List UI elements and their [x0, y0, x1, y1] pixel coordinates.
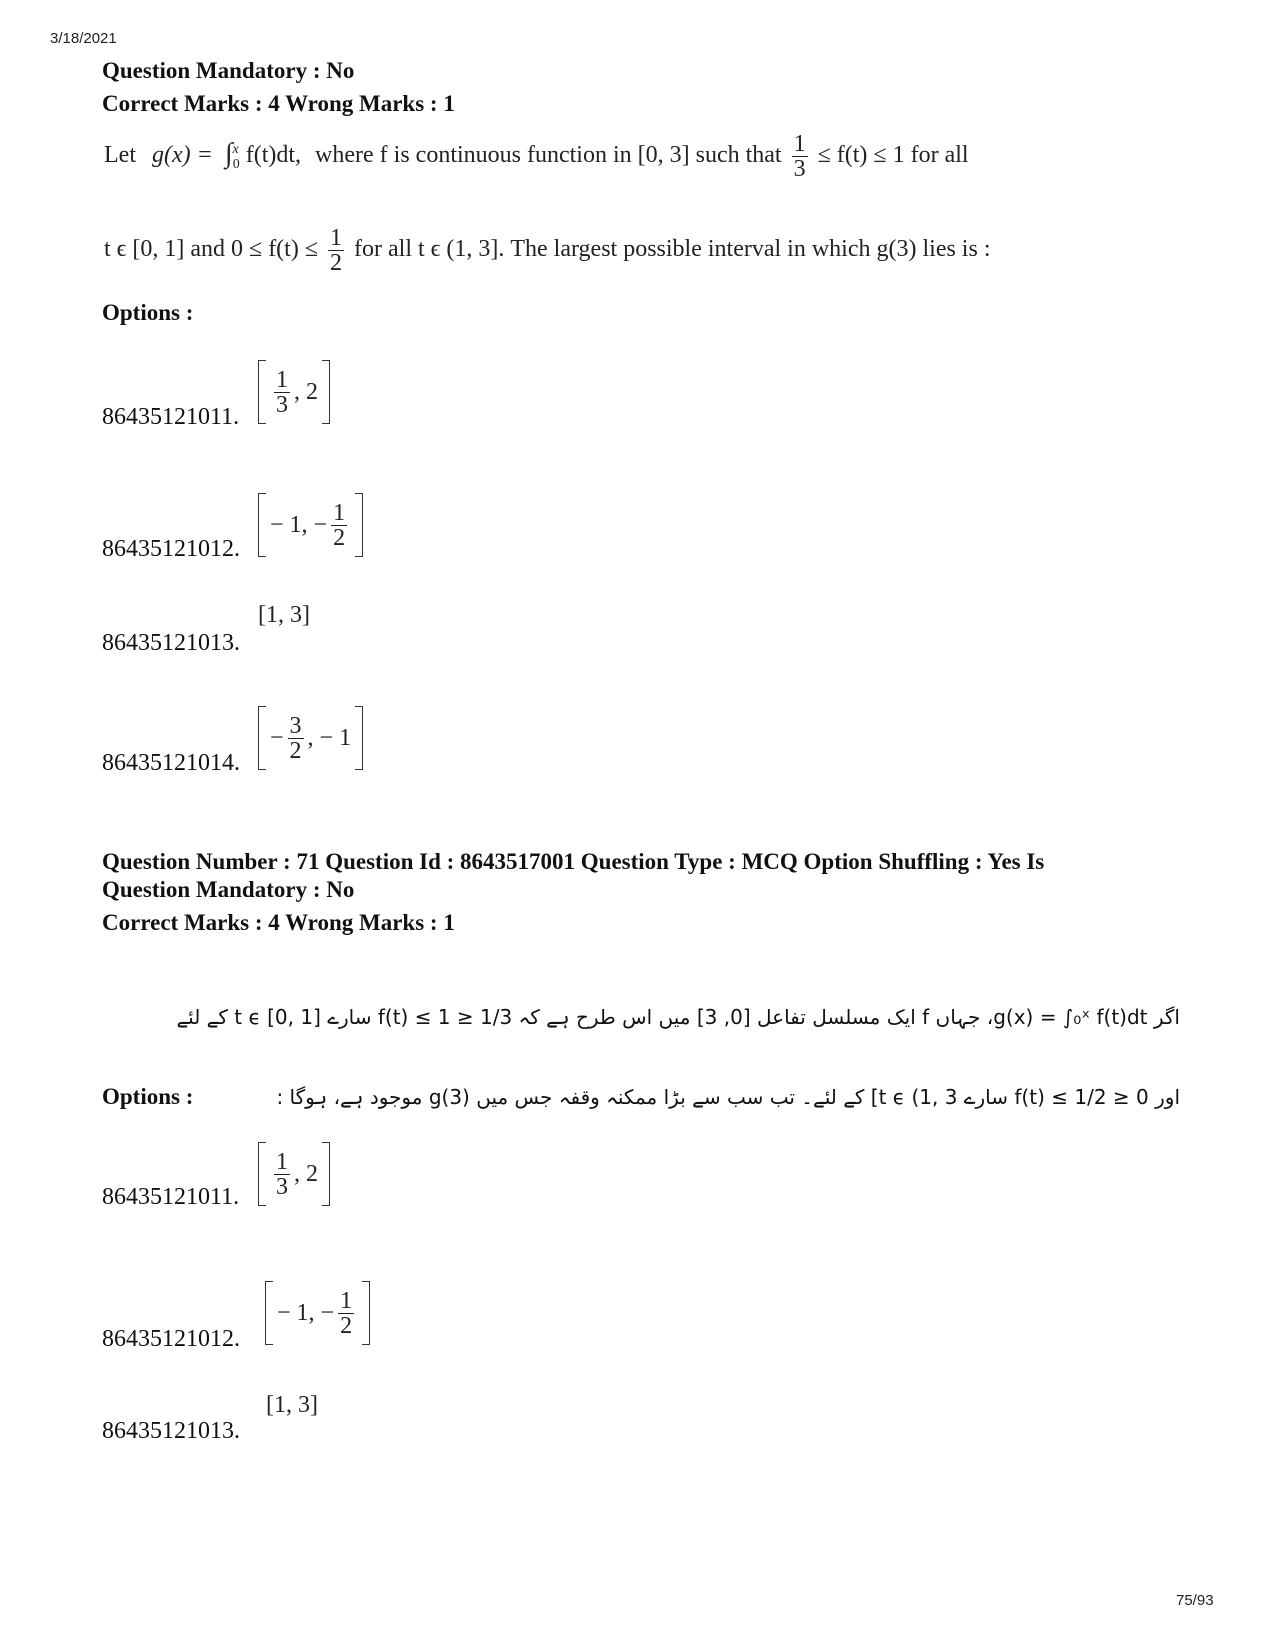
integral-upper-limit: x	[232, 142, 239, 158]
question-stem-line-2	[104, 226, 990, 275]
stem-text: ≤ f(t) ≤ 1 for all	[817, 142, 969, 169]
option-text: , − 1	[307, 724, 352, 751]
option-text: , 2	[294, 378, 318, 405]
stem-text: g(x) =	[151, 142, 213, 169]
question-stem-urdu-line-1: اگر g(x) = ∫₀ˣ f(t)dt، جہاں f ایک مسلسل تفاعل [0, 3] میں اس طرح ہے کہ 1/3 ≤ f(t) ≤ 1 سارے t ϵ [0, 1] کے لئے	[176, 1005, 1180, 1029]
fraction-numerator: 1	[333, 499, 346, 526]
question-marks: Correct Marks : 4 Wrong Marks : 1	[102, 91, 455, 116]
fraction-denominator: 3	[793, 156, 806, 182]
fraction	[792, 132, 808, 181]
right-bracket	[322, 360, 330, 424]
fraction-denominator: 3	[276, 1173, 288, 1200]
fraction-numerator: 1	[330, 225, 343, 251]
fraction-numerator: 1	[276, 1148, 288, 1175]
left-bracket	[258, 706, 266, 770]
fraction-numerator: 1	[340, 1287, 353, 1314]
option-text: , 2	[294, 1160, 318, 1187]
stem-text: Let	[104, 142, 136, 169]
question-header: Question Number : 71 Question Id : 8643517001 Question Type : MCQ Option Shuffling : Yes Is	[102, 849, 1045, 874]
question-marks: Correct Marks : 4 Wrong Marks : 1	[102, 910, 455, 935]
option-1-value	[258, 360, 330, 424]
integral-lower-limit: 0	[232, 156, 240, 172]
options-label: Options :	[102, 1084, 194, 1109]
fraction	[274, 1150, 290, 1199]
options-label: Options :	[102, 300, 194, 325]
option-text: − 1, −	[277, 1299, 335, 1326]
option-text: − 1, −	[270, 511, 328, 538]
option-1-id: 86435121011.	[102, 1184, 240, 1210]
option-1-value	[258, 1142, 330, 1206]
stem-text: for all t ϵ (1, 3]. The largest possible interval in which g(3) lies is :	[354, 236, 991, 263]
stem-text: t ϵ [0, 1] and 0 ≤ f(t) ≤	[104, 236, 319, 263]
fraction-denominator: 2	[289, 737, 302, 764]
left-bracket	[258, 360, 266, 424]
fraction	[328, 226, 344, 275]
fraction	[338, 1289, 354, 1338]
stem-text: where f is continuous function in [0, 3] such that	[315, 142, 782, 169]
fraction-denominator: 2	[340, 1312, 353, 1339]
question-stem-urdu-line-2: اور 0 ≤ f(t) ≤ 1/2 سارے t ϵ (1, 3] کے لئے۔ تب سب سے بڑا ممکنہ وقفہ جس میں g(3) موجود ہے، ہوگا :	[276, 1085, 1180, 1109]
option-text: −	[270, 724, 284, 751]
question-mandatory: Question Mandatory : No	[102, 58, 355, 83]
fraction	[288, 714, 304, 763]
stem-text: f(t)dt,	[245, 142, 302, 169]
right-bracket	[322, 1142, 330, 1206]
question-mandatory: Question Mandatory : No	[102, 877, 355, 902]
fraction	[274, 368, 290, 417]
fraction-numerator: 1	[276, 366, 288, 393]
option-4-value	[258, 706, 363, 770]
option-2-value	[265, 1281, 370, 1345]
fraction-denominator: 2	[330, 250, 343, 276]
right-bracket	[355, 706, 363, 770]
right-bracket	[362, 1281, 370, 1345]
print-date: 3/18/2021	[50, 30, 117, 47]
option-2-id: 86435121012.	[102, 1326, 240, 1352]
option-4-id: 86435121014.	[102, 750, 240, 776]
option-3-id: 86435121013.	[102, 630, 240, 656]
page-number: 75/93	[1176, 1592, 1214, 1609]
fraction	[331, 501, 347, 550]
fraction-numerator: 3	[289, 712, 302, 739]
left-bracket	[258, 493, 266, 557]
fraction-denominator: 3	[276, 391, 288, 418]
option-3-id: 86435121013.	[102, 1418, 240, 1444]
fraction-numerator: 1	[793, 131, 806, 157]
integral-sign: ∫	[224, 138, 233, 170]
option-3-value: [1, 3]	[266, 1392, 318, 1418]
option-1-id: 86435121011.	[102, 404, 240, 430]
question-stem-line-1	[104, 132, 969, 181]
option-2-id: 86435121012.	[102, 536, 240, 562]
fraction-denominator: 2	[333, 524, 346, 551]
left-bracket	[258, 1142, 266, 1206]
left-bracket	[265, 1281, 273, 1345]
option-3-value: [1, 3]	[258, 602, 310, 628]
right-bracket	[355, 493, 363, 557]
option-2-value	[258, 493, 363, 557]
